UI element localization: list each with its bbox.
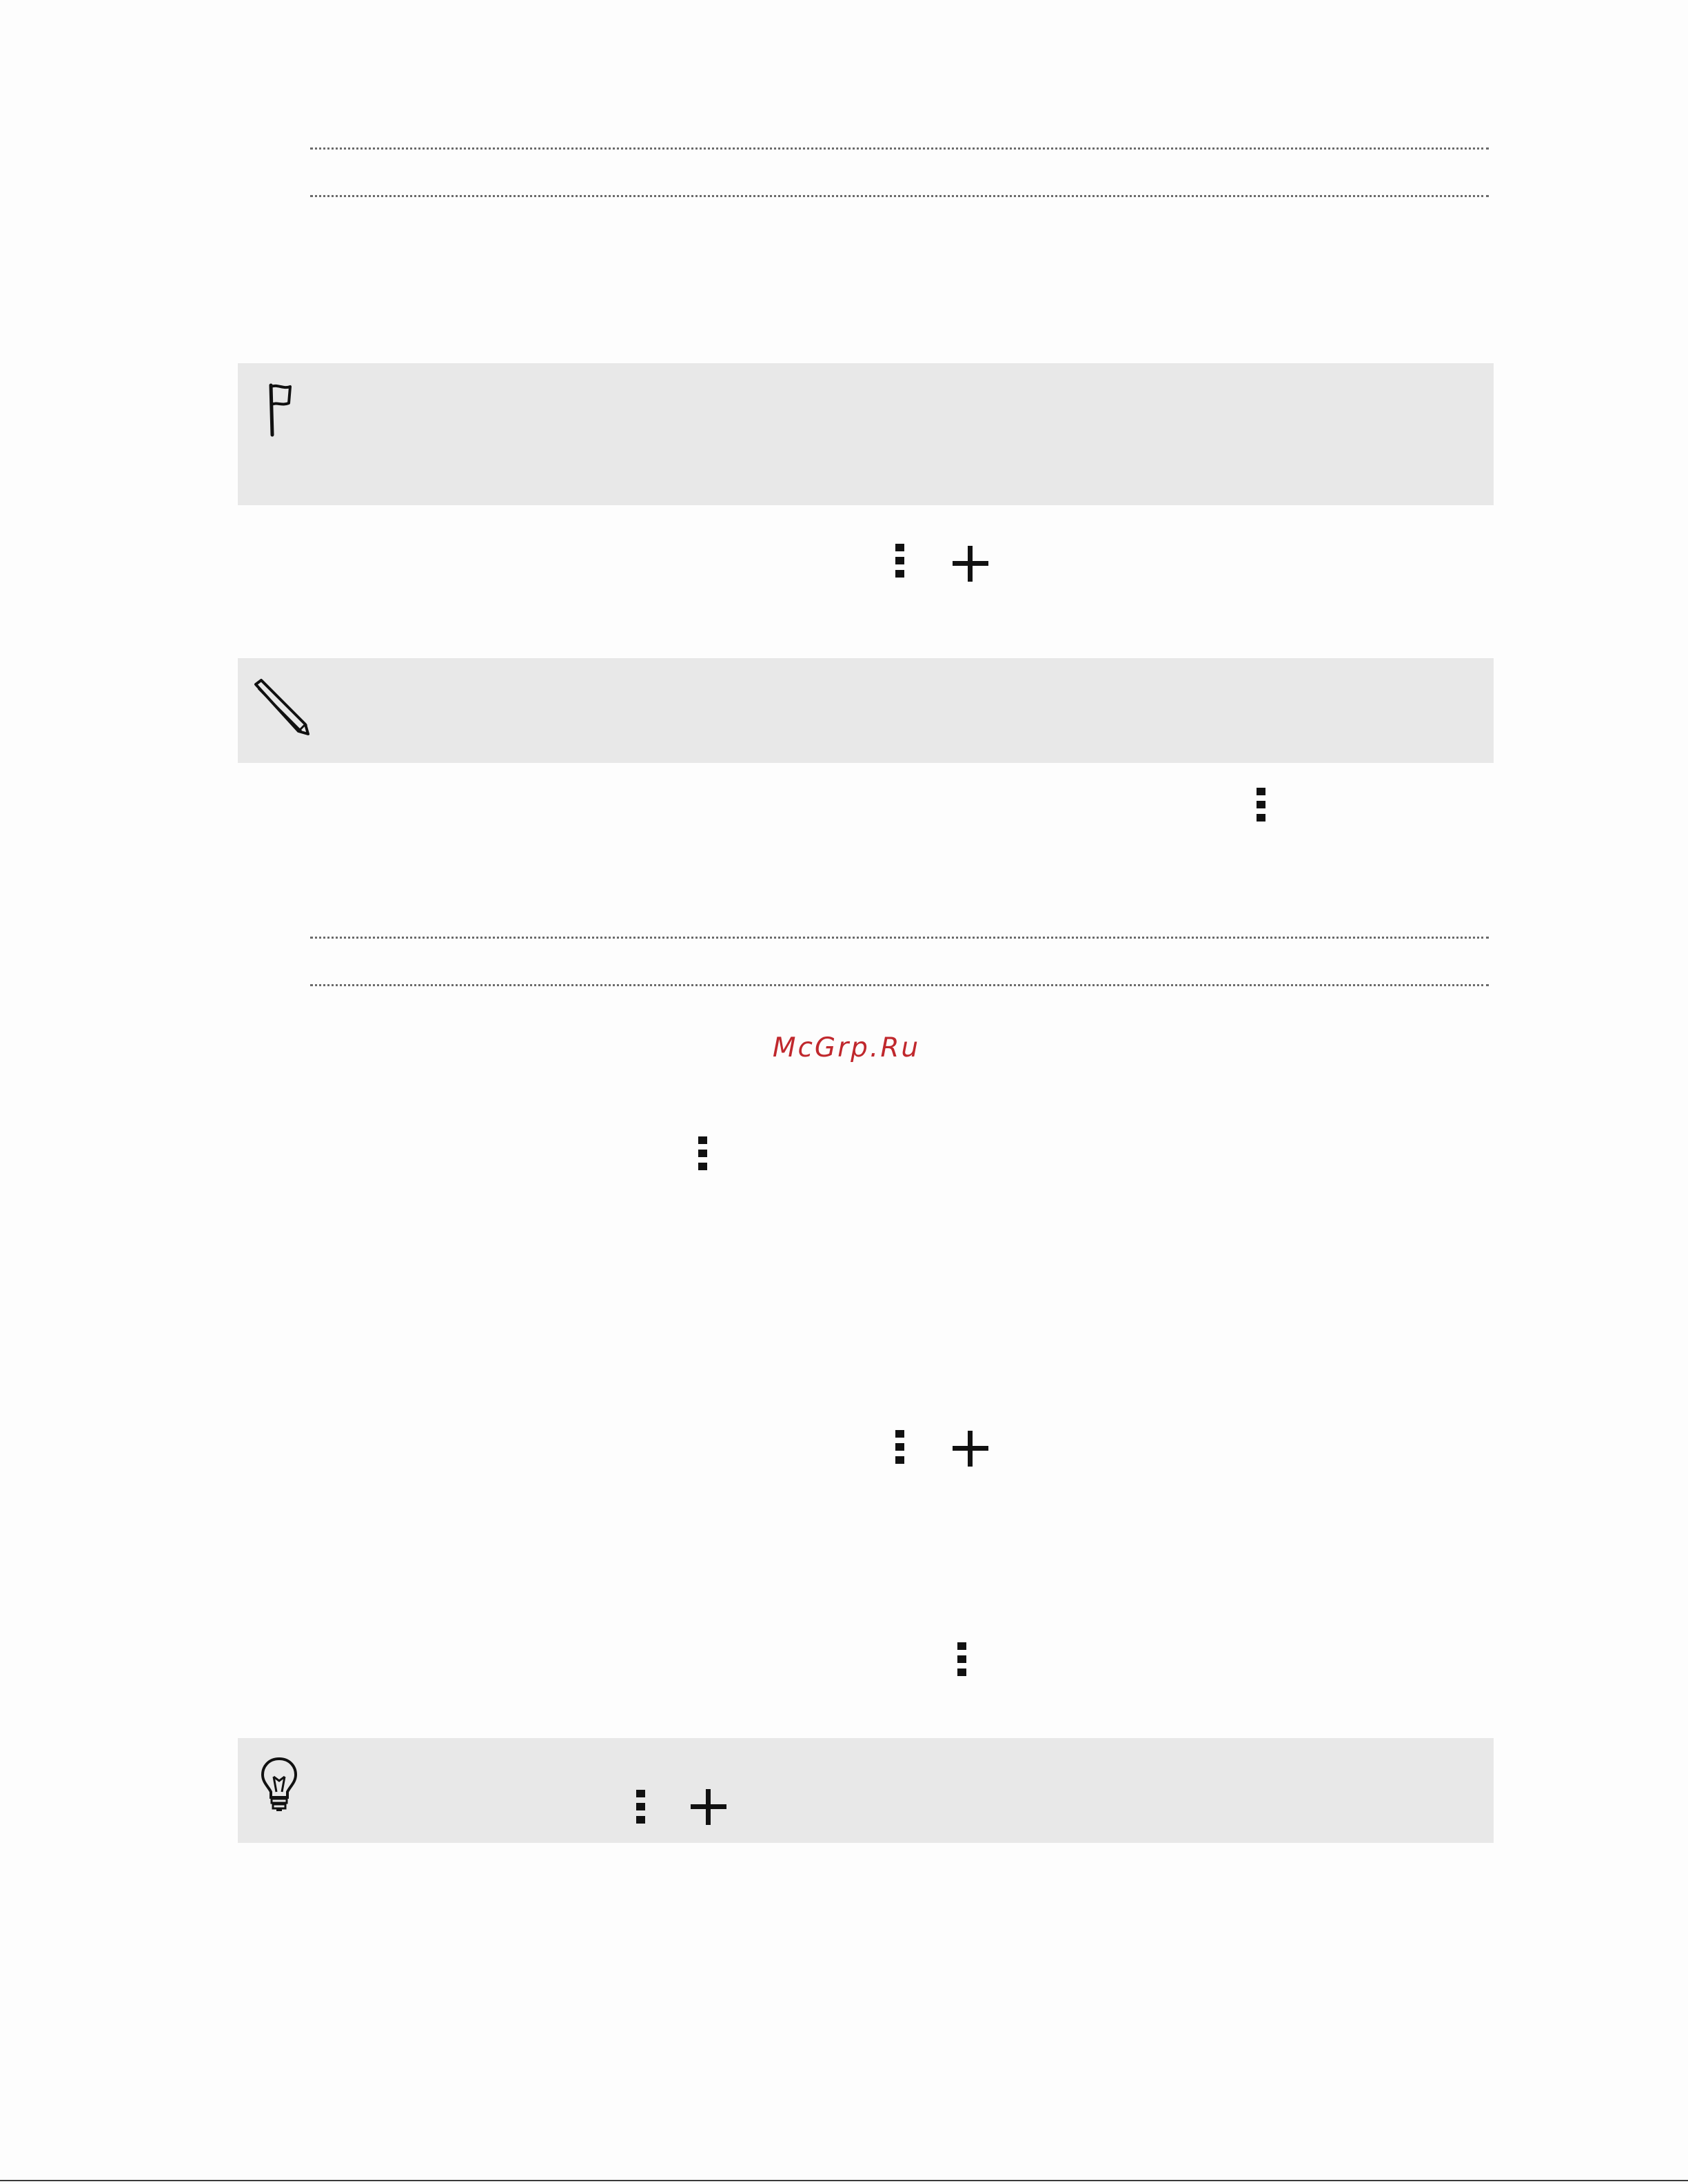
more-menu-icon [893,1428,907,1467]
more-menu-icon [955,1640,969,1679]
important-callout [238,363,1494,505]
watermark-text: McGrp.Ru [772,1032,921,1063]
more-menu-icon [634,1788,648,1826]
plus-icon [689,1788,728,1826]
dotted-rule-2 [310,195,1489,197]
note-callout [238,658,1494,763]
tip-callout [238,1738,1494,1843]
dotted-rule-1 [310,147,1489,150]
footer-divider [0,2180,1688,2181]
dotted-rule-3 [310,937,1489,939]
more-menu-icon [893,542,907,580]
plus-icon [951,544,990,583]
plus-icon [951,1429,990,1468]
lightbulb-icon [260,1756,298,1814]
pencil-icon [252,677,311,737]
more-menu-icon [696,1134,710,1173]
more-menu-icon [1254,786,1268,824]
dotted-rule-4 [310,984,1489,986]
flag-icon [265,382,293,438]
